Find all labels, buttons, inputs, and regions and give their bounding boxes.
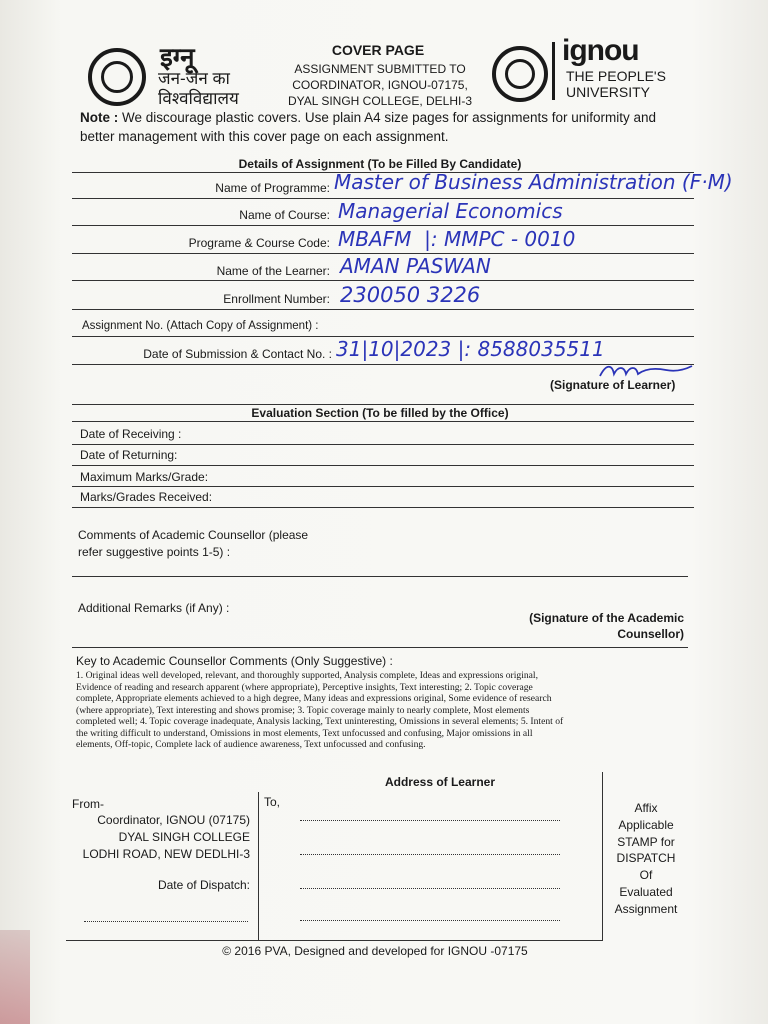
stamp-line: Assignment — [614, 901, 678, 916]
programme-label: Name of Programme: — [215, 181, 330, 195]
brand-line-2: UNIVERSITY — [566, 84, 651, 100]
to-label: To, — [264, 795, 281, 809]
divider — [72, 507, 694, 508]
details-heading: Details of Assignment (To be Filled By Candidate) — [238, 157, 522, 171]
evaluation-heading: Evaluation Section (To be filled by the Office) — [251, 406, 509, 420]
hindi-line-2: जन-जन का — [158, 69, 230, 88]
submission-value: 31|10|2023 |: 8588035511 — [336, 337, 605, 361]
key-body — [76, 670, 688, 751]
counsellor-signature-1: (Signature of the Academic — [529, 611, 684, 625]
divider — [72, 309, 694, 310]
hindi-line-1: इग्नू — [160, 42, 195, 72]
note-text-2: better management with this cover page on each assignment. — [80, 129, 449, 144]
brand-name: ignou — [562, 34, 639, 67]
enrollment-label: Enrollment Number: — [223, 292, 330, 306]
divider — [72, 647, 688, 648]
max-marks-label: Maximum Marks/Grade: — [80, 470, 209, 484]
address-heading: Address of Learner — [384, 775, 496, 789]
programme-value: Master of Business Administration (F·M) — [334, 170, 733, 194]
comments-label-2: refer suggestive points 1-5) : — [78, 545, 231, 559]
key-line: the writing difficult to understand, Omissions in most elements, Text unfocussed and confusing, Major omissions in all — [76, 727, 533, 739]
dispatch-label: Date of Dispatch: — [157, 878, 250, 892]
learner-label: Name of the Learner: — [216, 264, 330, 278]
stamp-line: Of — [639, 868, 653, 883]
counsellor-signature-2: Counsellor) — [617, 627, 684, 641]
key-heading: Key to Academic Counsellor Comments (Only Suggestive) : — [76, 654, 393, 668]
note-prefix: Note : — [80, 110, 119, 125]
submitted-line-3: DYAL SINGH COLLEGE, DELHI-3 — [287, 94, 473, 108]
address-dots-1 — [300, 820, 560, 821]
note — [80, 108, 720, 146]
stamp-line: Applicable — [618, 817, 674, 832]
address-divider — [258, 792, 259, 940]
background-edge — [0, 930, 30, 1024]
divider — [72, 421, 694, 422]
from-label: From- — [72, 797, 104, 811]
divider — [72, 280, 694, 281]
hindi-line-3: विश्वविद्यालय — [158, 89, 239, 108]
key-line: 1. Original ideas well developed, relevant, and thoroughly supported, Analysis complete, Ideas and expressions original, — [76, 670, 538, 681]
ignou-logo-left-icon — [88, 48, 146, 106]
from-line-1: Coordinator, IGNOU (07175) — [97, 813, 250, 827]
assignment-label: Assignment No. (Attach Copy of Assignment) : — [82, 320, 319, 332]
from-line-3: LODHI ROAD, NEW DEDLHI-3 — [82, 847, 250, 861]
footer: © 2016 PVA, Designed and developed for IGNOU -07175 — [222, 944, 528, 958]
returning-label: Date of Returning: — [80, 448, 178, 462]
divider — [72, 576, 688, 577]
key-line: Evidence of reading and research apparent (where appropriate), Perceptive insights, Text interesting; 2. Topic coverage — [76, 681, 533, 693]
code-label: Programe & Course Code: — [188, 236, 330, 250]
key-line: completed well; 4. Topic coverage inadequate, Analysis lacking, Text uninteresting, Omissions in several elements; 5. Intent of — [76, 716, 564, 727]
key-line: complete, Appropriate elements achieved to a high degree, Many ideas and expressions original, Some evidence of research — [76, 693, 552, 704]
course-label: Name of Course: — [239, 208, 330, 222]
key-line: elements, Off-topic, Complete lack of audience awareness, Text unfocussed and confusing. — [76, 739, 426, 750]
divider — [72, 444, 694, 445]
comments-label-1: Comments of Academic Counsellor (please — [78, 528, 309, 542]
note-text-1: We discourage plastic covers. Use plain A4 size pages for assignments for uniformity and — [118, 110, 657, 125]
receiving-label: Date of Receiving : — [80, 427, 182, 441]
remarks-label: Additional Remarks (if Any) : — [78, 601, 230, 615]
divider — [72, 465, 694, 466]
code-value: MBAFM |: MMPC - 0010 — [338, 227, 576, 251]
divider — [72, 225, 694, 226]
cover-title: COVER PAGE — [331, 42, 425, 58]
brand-divider — [552, 42, 555, 100]
learner-signature-label: (Signature of Learner) — [550, 378, 676, 392]
dispatch-dots — [84, 921, 248, 922]
brand-line-1: THE PEOPLE'S — [566, 68, 666, 84]
stamp-line: Affix — [634, 801, 658, 815]
ignou-logo-right-icon — [492, 46, 548, 102]
learner-value: AMAN PASWAN — [340, 254, 491, 278]
address-dots-4 — [300, 920, 560, 921]
submitted-line-1: ASSIGNMENT SUBMITTED TO — [294, 62, 466, 76]
course-value: Managerial Economics — [338, 199, 563, 223]
divider — [72, 404, 694, 405]
stamp-line: DISPATCH — [616, 851, 676, 866]
address-dots-3 — [300, 888, 560, 889]
key-line: (where appropriate), Text interesting and shows promise; 3. Topic coverage mainly to nearly complete, Most elements — [76, 704, 530, 716]
submitted-line-2: COORDINATOR, IGNOU-07175, — [292, 78, 468, 92]
received-marks-label: Marks/Grades Received: — [80, 490, 213, 504]
submission-label: Date of Submission & Contact No. : — [143, 347, 332, 361]
divider — [72, 486, 694, 487]
stamp-line: Evaluated — [619, 884, 673, 899]
stamp-line: STAMP for — [617, 834, 675, 849]
address-dots-2 — [300, 854, 560, 855]
from-line-2: DYAL SINGH COLLEGE — [118, 830, 250, 844]
enrollment-value: 230050 3226 — [340, 283, 481, 307]
stamp-box — [606, 800, 686, 918]
